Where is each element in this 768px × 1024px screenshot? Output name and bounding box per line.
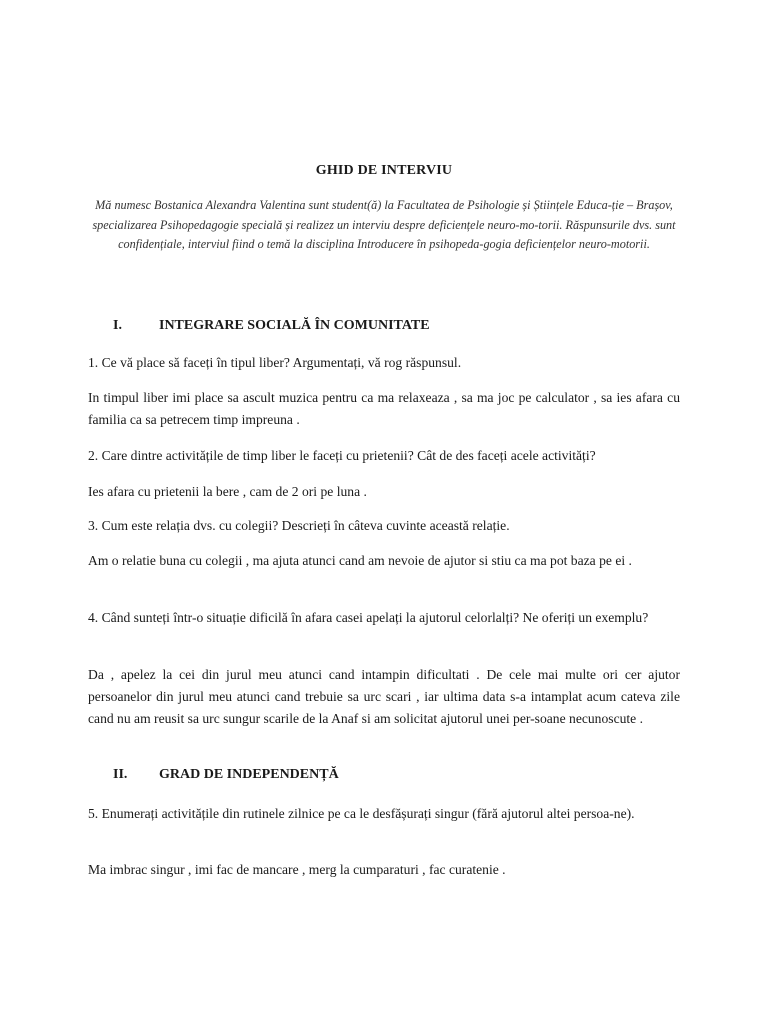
section-number: I.	[113, 318, 122, 333]
question-3: 3. Cum este relația dvs. cu colegii? Descrieți în câteva cuvinte această relație.	[88, 518, 510, 533]
intro-paragraph: Mă numesc Bostanica Alexandra Valentina sunt student(ă) la Facultatea de Psihologie și Științele Educa-ție – Brașov, specializarea Psihopedagogie specială și realizez un interviu despre deficiențele neuro-mo-torii. Răspunsurile dvs. sunt confidențiale, interviul fiind o temă la disciplina Introducere în psihopeda-gogia deficiențelor neuro-motorii.	[92, 198, 676, 252]
question-2: 2. Care dintre activitățile de timp liber le faceți cu prietenii? Cât de des faceți acele activități?	[88, 448, 596, 463]
section-heading-1	[113, 318, 430, 334]
answer-4: Da , apelez la cei din jurul meu atunci cand intampin dificultati . De cele mai multe ori cer ajutor persoanelor din jurul meu atunci cand trebuie sa urc scari , iar ultima data s-a intamplat acum cateva zile cand nu am reusit sa urc sungur scarile de la Anaf si am solicitat ajutorul unei per-soane necunoscute .	[88, 667, 680, 726]
document-title: GHID DE INTERVIU	[315, 163, 453, 178]
answer-1: In timpul liber imi place sa ascult muzica pentru ca ma relaxeaza , sa ma joc pe calculator , sa ies afara cu familia ca sa petrecem timp impreuna .	[88, 390, 680, 427]
document-page	[88, 0, 680, 1024]
section-number: II.	[113, 767, 128, 782]
answer-3: Am o relatie buna cu colegii , ma ajuta atunci cand am nevoie de ajutor si stiu ca ma pot baza pe ei .	[88, 553, 632, 568]
section-title: INTEGRARE SOCIALĂ ÎN COMUNITATE	[159, 318, 430, 333]
question-4: 4. Când sunteți într-o situație dificilă în afara casei apelați la ajutorul celorlalți? Ne oferiți un exemplu?	[88, 610, 649, 625]
answer-5: Ma imbrac singur , imi fac de mancare , merg la cumparaturi , fac curatenie .	[88, 862, 506, 877]
question-1: 1. Ce vă place să faceți în tipul liber? Argumentați, vă rog răspunsul.	[88, 355, 462, 370]
question-5: 5. Enumerați activitățile din rutinele zilnice pe ca le desfășurați singur (fără ajutorul altei persoa-ne).	[88, 806, 635, 821]
section-heading-2	[113, 767, 339, 783]
section-title: GRAD DE INDEPENDENȚĂ	[159, 767, 339, 782]
answer-2: Ies afara cu prietenii la bere , cam de 2 ori pe luna .	[88, 484, 367, 499]
